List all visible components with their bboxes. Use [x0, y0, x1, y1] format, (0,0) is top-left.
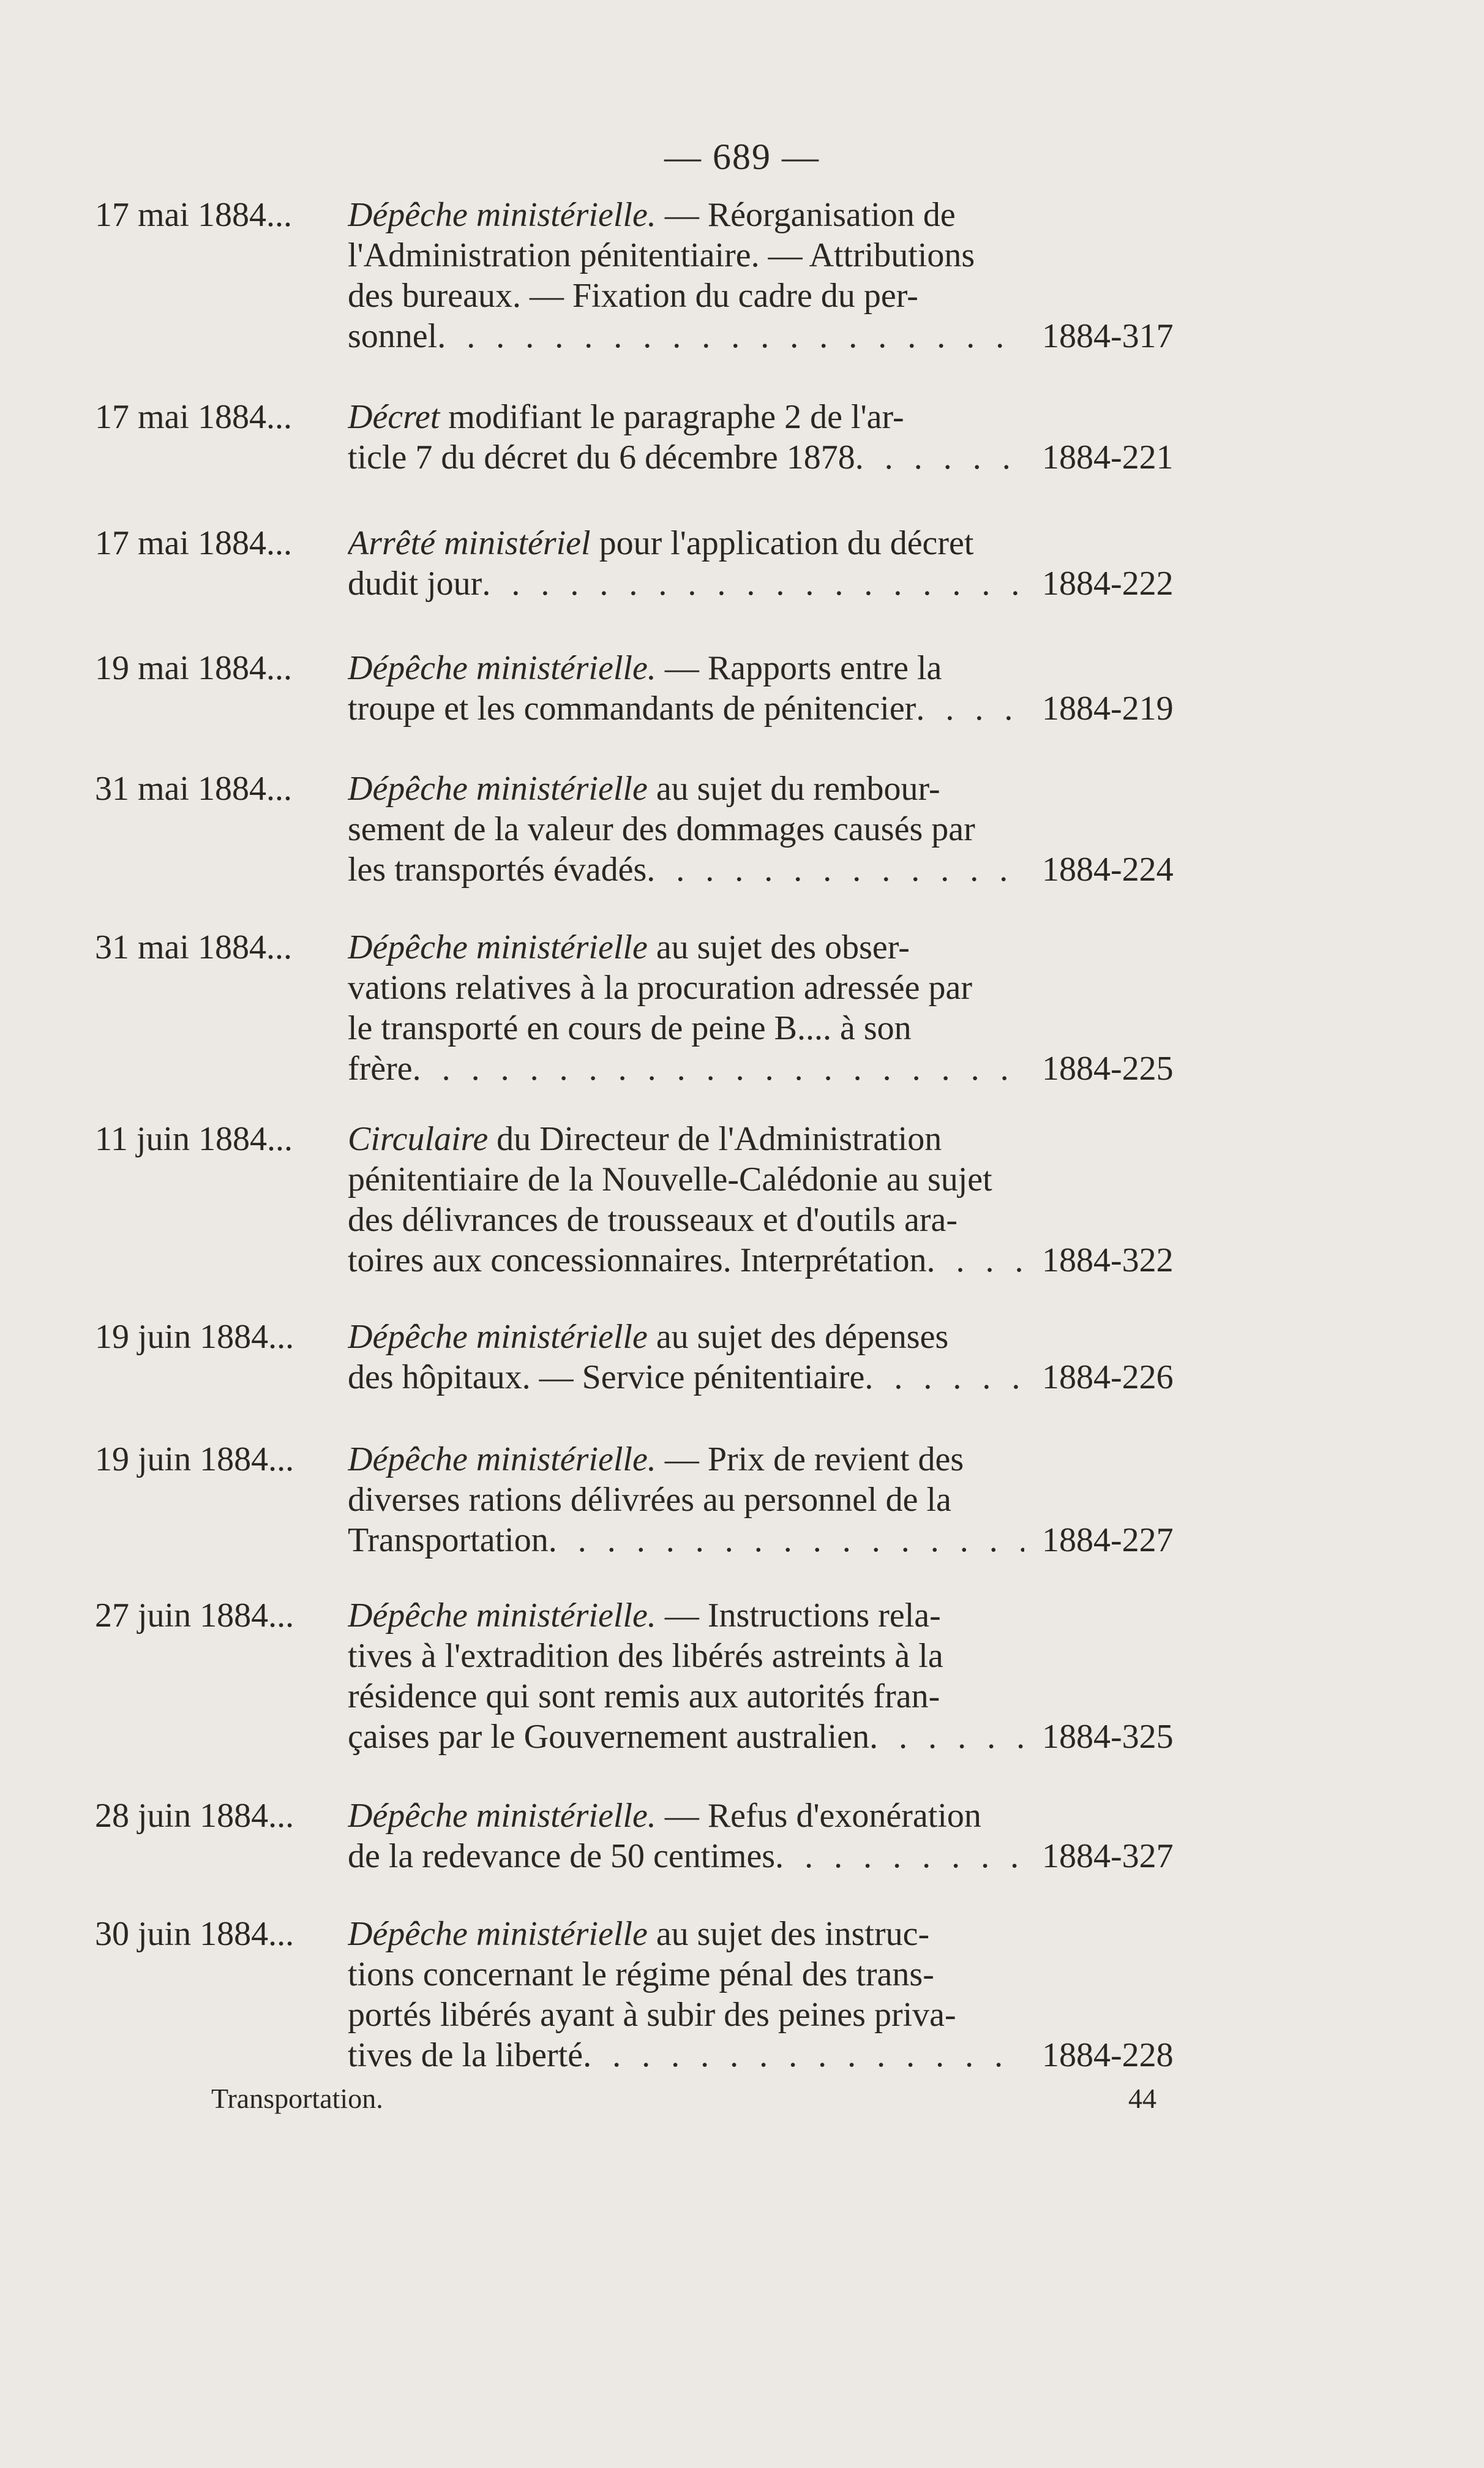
entry-date: 17 mai 1884...: [95, 524, 292, 562]
entry-line-text: ticle 7 du décret du 6 décembre 1878: [348, 438, 855, 476]
entry-line: vations relatives à la procuration adressée par: [348, 969, 973, 1007]
entry-text: [348, 1595, 1024, 1757]
entry-text: [348, 769, 1024, 890]
page-number: — 689 —: [664, 137, 820, 177]
entry-reference: 1884-226: [1042, 1358, 1174, 1396]
entry-line: [348, 927, 1024, 968]
entry-date: 17 mai 1884...: [95, 398, 292, 436]
dot-leader: [916, 688, 1024, 729]
dot-leader: [583, 2035, 1024, 2075]
entry-line-text: toires aux concessionnaires. Interprétation: [348, 1241, 927, 1279]
dot-leader: [646, 849, 1024, 890]
entry-line: [348, 195, 1024, 235]
running-footer: Transportation.: [211, 2083, 383, 2114]
entry-line: le transporté en cours de peine B.... à son: [348, 1009, 912, 1047]
entry-title: Circulaire: [348, 1120, 489, 1158]
entry-date: 28 juin 1884...: [95, 1797, 294, 1835]
entry-text: [348, 648, 1024, 729]
entry-reference: 1884-224: [1042, 851, 1174, 889]
entry-date: 31 mai 1884...: [95, 770, 292, 808]
entry-line-text: çaises par le Gouvernement australien: [348, 1718, 870, 1756]
entry-text: [348, 1439, 1024, 1560]
entry-line: pénitentiaire de la Nouvelle-Calédonie au sujet: [348, 1161, 992, 1198]
entry-reference: 1884-219: [1042, 690, 1174, 728]
entry-line-text: de la redevance de 50 centimes: [348, 1837, 776, 1875]
entry-line-text: Transportation: [348, 1521, 549, 1559]
entry-line: [348, 1717, 1024, 1757]
entry-line: [348, 1595, 1024, 1636]
entry-line: [348, 1240, 1024, 1281]
entry-text: [348, 1914, 1024, 2075]
dot-leader: [437, 316, 1024, 356]
entry-text: [348, 927, 1024, 1089]
entry-line: [348, 1357, 1024, 1398]
dot-leader: [855, 437, 1024, 478]
dot-leader: [926, 1240, 1024, 1281]
entry-date: 27 juin 1884...: [95, 1597, 294, 1635]
entry-line-text: au sujet du rembour-: [647, 770, 940, 808]
entry-date: 19 juin 1884...: [95, 1440, 294, 1478]
entry-text: [348, 195, 1024, 356]
entry-line: [348, 1796, 1024, 1836]
entry-date: 31 mai 1884...: [95, 928, 292, 966]
entry-line: [348, 648, 1024, 688]
entry-text: [348, 397, 1024, 478]
entry-reference: 1884-228: [1042, 2036, 1174, 2074]
entry-reference: 1884-225: [1042, 1050, 1174, 1088]
entry-line: [348, 769, 1024, 809]
entry-line: [348, 316, 1024, 356]
entry-line-text: au sujet des instruc-: [647, 1915, 930, 1953]
entry-title: Dépêche ministérielle: [348, 1915, 648, 1953]
entry-line: portés libérés ayant à subir des peines priva-: [348, 1996, 956, 2034]
entry-title: Dépêche ministérielle.: [348, 1597, 656, 1635]
entry-line: [348, 1914, 1024, 1954]
entry-text: [348, 1796, 1024, 1876]
entry-line: [348, 397, 1024, 437]
entry-title: Dépêche ministérielle: [348, 770, 648, 808]
signature-mark: 44: [1128, 2083, 1156, 2114]
entry-line: tions concernant le régime pénal des trans-: [348, 1955, 934, 1993]
entry-line-text: sonnel: [348, 317, 438, 355]
entry-line-text: les transportés évadés: [348, 851, 647, 889]
entry-title: Dépêche ministérielle.: [348, 1797, 656, 1835]
entry-date: 17 mai 1884...: [95, 196, 292, 234]
entry-line: [348, 1317, 1024, 1357]
dot-leader: [482, 563, 1024, 604]
entry-line: résidence qui sont remis aux autorités fran-: [348, 1677, 940, 1715]
entry-line-text: au sujet des dépenses: [647, 1318, 949, 1356]
dot-leader: [549, 1520, 1024, 1560]
entry-date: 30 juin 1884...: [95, 1915, 294, 1953]
entry-line: [348, 688, 1024, 729]
entry-line: [348, 1439, 1024, 1480]
entry-line: des bureaux. — Fixation du cadre du per-: [348, 277, 918, 315]
entry-text: [348, 1317, 1024, 1398]
entry-line-text: des hôpitaux. — Service pénitentiaire: [348, 1358, 865, 1396]
entry-title: Décret: [348, 398, 440, 436]
entry-reference: 1884-325: [1042, 1718, 1174, 1756]
entry-title: Dépêche ministérielle.: [348, 1440, 656, 1478]
entry-line: tives à l'extradition des libérés astreints à la: [348, 1637, 943, 1675]
entry-line: [348, 563, 1024, 604]
entry-title: Arrêté ministériel: [348, 524, 591, 562]
entry-line: [348, 1119, 1024, 1159]
entry-date: 19 juin 1884...: [95, 1318, 294, 1356]
entry-line-text: modifiant le paragraphe 2 de l'ar-: [440, 398, 904, 436]
entry-line-text: dudit jour: [348, 565, 482, 603]
entry-line: [348, 1836, 1024, 1876]
dot-leader: [864, 1357, 1024, 1398]
entry-reference: 1884-222: [1042, 565, 1174, 603]
entry-text: [348, 1119, 1024, 1281]
entry-title: Dépêche ministérielle.: [348, 196, 656, 234]
entry-line: des délivrances de trousseaux et d'outils ara-: [348, 1201, 957, 1239]
entry-line: [348, 1048, 1024, 1089]
entry-line: [348, 523, 1024, 563]
entry-date: 19 mai 1884...: [95, 649, 292, 687]
entry-title: Dépêche ministérielle: [348, 928, 648, 966]
entry-line: sement de la valeur des dommages causés par: [348, 810, 975, 848]
dot-leader: [869, 1717, 1024, 1757]
entry-line: [348, 849, 1024, 890]
entry-line: l'Administration pénitentiaire. — Attributions: [348, 236, 975, 274]
entry-line: [348, 437, 1024, 478]
entry-title: Dépêche ministérielle: [348, 1318, 648, 1356]
entry-title: Dépêche ministérielle.: [348, 649, 656, 687]
entry-line-text: — Refus d'exonération: [656, 1797, 981, 1835]
entry-reference: 1884-317: [1042, 317, 1174, 355]
entry-reference: 1884-227: [1042, 1521, 1174, 1559]
dot-leader: [413, 1048, 1024, 1089]
entry-line-text: du Directeur de l'Administration: [488, 1120, 942, 1158]
entry-reference: 1884-322: [1042, 1241, 1174, 1279]
entry-text: [348, 523, 1024, 604]
entry-reference: 1884-221: [1042, 438, 1174, 476]
dot-leader: [775, 1836, 1024, 1876]
entry-line-text: — Instructions rela-: [656, 1597, 941, 1635]
entry-line-text: — Rapports entre la: [656, 649, 942, 687]
entry-line: [348, 1520, 1024, 1560]
entry-line-text: tives de la liberté: [348, 2036, 583, 2074]
entry-line-text: — Réorganisation de: [656, 196, 956, 234]
entry-date: 11 juin 1884...: [95, 1120, 293, 1158]
entry-line-text: — Prix de revient des: [656, 1440, 964, 1478]
entry-line-text: pour l'application du décret: [590, 524, 974, 562]
entry-line: diverses rations délivrées au personnel de la: [348, 1481, 951, 1519]
entry-line-text: frère: [348, 1050, 413, 1088]
entry-line-text: troupe et les commandants de pénitencier: [348, 690, 916, 728]
entry-line-text: au sujet des obser-: [647, 928, 910, 966]
entry-line: [348, 2035, 1024, 2075]
entry-reference: 1884-327: [1042, 1837, 1174, 1875]
